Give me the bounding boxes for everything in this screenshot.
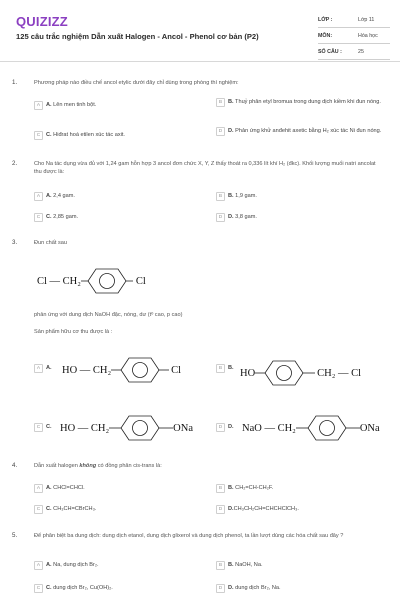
option-prefix: C.: [46, 585, 52, 591]
substituent-right: ONa: [359, 422, 380, 434]
option-prefix: C.: [46, 506, 52, 512]
benzene-ring-icon: [81, 266, 133, 296]
benzene-ring-icon: [296, 413, 360, 443]
option-c[interactable]: [34, 131, 204, 140]
option-c[interactable]: [34, 213, 204, 222]
option-b[interactable]: [216, 192, 386, 201]
option-b[interactable]: [216, 484, 386, 493]
option-badge: C: [34, 131, 43, 140]
question-text-end: có đồng phân cis-trans là:: [96, 463, 162, 469]
quizizz-logo: QUIZIZZ: [16, 14, 68, 29]
option-badge: B: [216, 364, 225, 373]
question-number: 2.: [12, 160, 18, 167]
option-prefix: B.: [228, 485, 234, 491]
class-label: LỚP :: [318, 16, 333, 23]
option-prefix: D.: [228, 214, 234, 220]
option-text: Phản ứng khử anđehit axetic bằng H₂ xúc tác Ni đun nóng.: [235, 128, 382, 134]
reactant-structure: [37, 266, 146, 296]
benzene-ring-icon: [111, 355, 169, 385]
meta-row-subject: [318, 28, 390, 44]
meta-row-class: [318, 12, 390, 28]
substituent-left: Cl — CH₂: [37, 275, 81, 287]
option-badge: C: [34, 505, 43, 514]
option-prefix: A.: [46, 193, 52, 199]
option-prefix: C.: [46, 132, 52, 138]
option-text: Hiđrat hoá etilen xúc tác axit.: [53, 132, 125, 138]
option-text: CH₂=CH-CH₂F.: [235, 485, 274, 491]
document-title: 125 câu trắc nghiệm Dẫn xuất Halogen - Ancol - Phenol cơ bản (P2): [16, 32, 259, 41]
subject-value: Hóa học: [358, 32, 378, 39]
question-text: Cho Na tác dụng vừa đủ với 1,24 gam hỗn hợp 3 ancol đơn chức X, Y, Z thấy thoát ra 0,336 lít khí H₂ (đkc). Khối lượng muối natri ancolat thu được là:: [34, 161, 376, 175]
option-a[interactable]: [34, 561, 204, 570]
option-prefix: C.: [46, 424, 52, 430]
option-badge: C: [34, 423, 43, 432]
option-d[interactable]: [216, 213, 386, 222]
option-badge: B: [216, 98, 225, 107]
option-text: 2,4 gam.: [53, 193, 75, 199]
option-text: Na, dung dịch Br₂.: [53, 562, 99, 568]
substituent-left: HO — CH₂: [60, 422, 110, 434]
count-value: 25: [358, 48, 364, 55]
option-badge: A: [34, 484, 43, 493]
question-number: 1.: [12, 79, 18, 86]
benzene-ring-icon: [109, 413, 173, 443]
count-label: SỐ CÂU :: [318, 48, 342, 55]
meta-row-count: [318, 44, 390, 60]
option-c[interactable]: [34, 584, 204, 593]
substituent-right: ONa: [173, 422, 193, 434]
option-badge: A: [34, 561, 43, 570]
option-prefix: D.: [228, 424, 234, 430]
option-badge: D: [216, 584, 225, 593]
option-text: CH₃CH₂CH=CHCHClCH₃.: [233, 506, 299, 512]
option-badge: D: [216, 423, 225, 432]
option-text: Thuỷ phân etyl bromua trong dung dịch kiềm khi đun nóng.: [235, 99, 381, 105]
option-d[interactable]: [216, 505, 392, 514]
option-text: Lên men tinh bột.: [53, 102, 97, 108]
question-text: Đun chất sau: [34, 240, 67, 246]
substituent-left: HO: [240, 367, 256, 379]
option-badge: A: [34, 192, 43, 201]
option-badge: A: [34, 364, 43, 373]
substituent-right: CH₂ — Cl: [317, 367, 362, 379]
option-badge: A: [34, 101, 43, 110]
substituent-right: Cl: [171, 364, 182, 376]
option-badge: B: [216, 561, 225, 570]
option-prefix: B.: [228, 562, 234, 568]
option-text: 2,85 gam.: [53, 214, 79, 220]
option-text: CHCl=CHCl.: [53, 485, 85, 491]
document-header: [0, 0, 400, 62]
option-text: 1,9 gam.: [235, 193, 257, 199]
option-text: 3,8 gam.: [235, 214, 257, 220]
option-a-structure: [62, 355, 181, 385]
option-b-structure: [240, 358, 361, 388]
question-emphasis: không: [79, 463, 97, 469]
option-prefix: C.: [46, 214, 52, 220]
option-prefix: A.: [46, 485, 52, 491]
option-prefix: A.: [46, 562, 52, 568]
option-prefix: D.: [228, 128, 234, 134]
substituent-left: HO — CH₂: [62, 364, 112, 376]
option-prefix: A.: [46, 102, 52, 108]
option-a[interactable]: [34, 192, 204, 201]
option-badge: D: [216, 505, 225, 514]
option-c[interactable]: [34, 505, 204, 514]
option-d[interactable]: [216, 127, 392, 136]
question-number: 3.: [12, 239, 18, 246]
option-badge: B: [216, 484, 225, 493]
option-text: CH₃CH=CBrCH₃.: [53, 506, 97, 512]
option-prefix: D.: [228, 585, 234, 591]
question-text: Phương pháp nào điều chế ancol etylic dưới đây chỉ dùng trong phòng thí nghiệm:: [34, 80, 239, 86]
option-prefix: B.: [228, 99, 234, 105]
option-prefix: D.: [228, 506, 234, 512]
substituent-left: NaO — CH₂: [242, 422, 296, 434]
option-badge: C: [34, 584, 43, 593]
option-d[interactable]: [216, 584, 386, 593]
option-prefix: B.: [228, 193, 234, 199]
option-a[interactable]: [34, 484, 204, 493]
question-number: 5.: [12, 532, 18, 539]
option-badge: D: [216, 127, 225, 136]
option-d-structure: [242, 413, 380, 443]
option-c-structure: [60, 413, 193, 443]
option-prefix: B.: [228, 365, 234, 371]
option-a[interactable]: [34, 101, 204, 110]
option-prefix: A.: [46, 365, 52, 371]
question-text: Để phân biệt ba dung dịch: dung dịch etanol, dung dịch glixerol và dung dịch phenol, ta lần lượt dùng các hóa chất sau đây ?: [34, 533, 344, 539]
option-text: NaOH, Na.: [235, 562, 263, 568]
option-text: dung dịch Br₂, Na.: [235, 585, 281, 591]
meta-table: [318, 12, 390, 60]
option-b[interactable]: [216, 98, 392, 107]
question-text: Dẫn xuất halogen: [34, 463, 80, 469]
substituent-right: Cl: [135, 275, 146, 287]
option-badge: D: [216, 213, 225, 222]
option-badge: B: [216, 192, 225, 201]
question-number: 4.: [12, 462, 18, 469]
question-text-3: Sản phẩm hữu cơ thu được là :: [34, 329, 113, 335]
subject-label: MÔN:: [318, 32, 333, 39]
benzene-ring-icon: [255, 358, 315, 388]
option-b[interactable]: [216, 561, 386, 570]
option-text: dung dịch Br₂, Cu(OH)₂.: [53, 585, 113, 591]
option-badge: C: [34, 213, 43, 222]
question-text-2: phản ứng với dung dịch NaOH đặc, nóng, dư (tº cao, p cao): [34, 312, 183, 318]
class-value: Lớp 11: [358, 16, 375, 23]
